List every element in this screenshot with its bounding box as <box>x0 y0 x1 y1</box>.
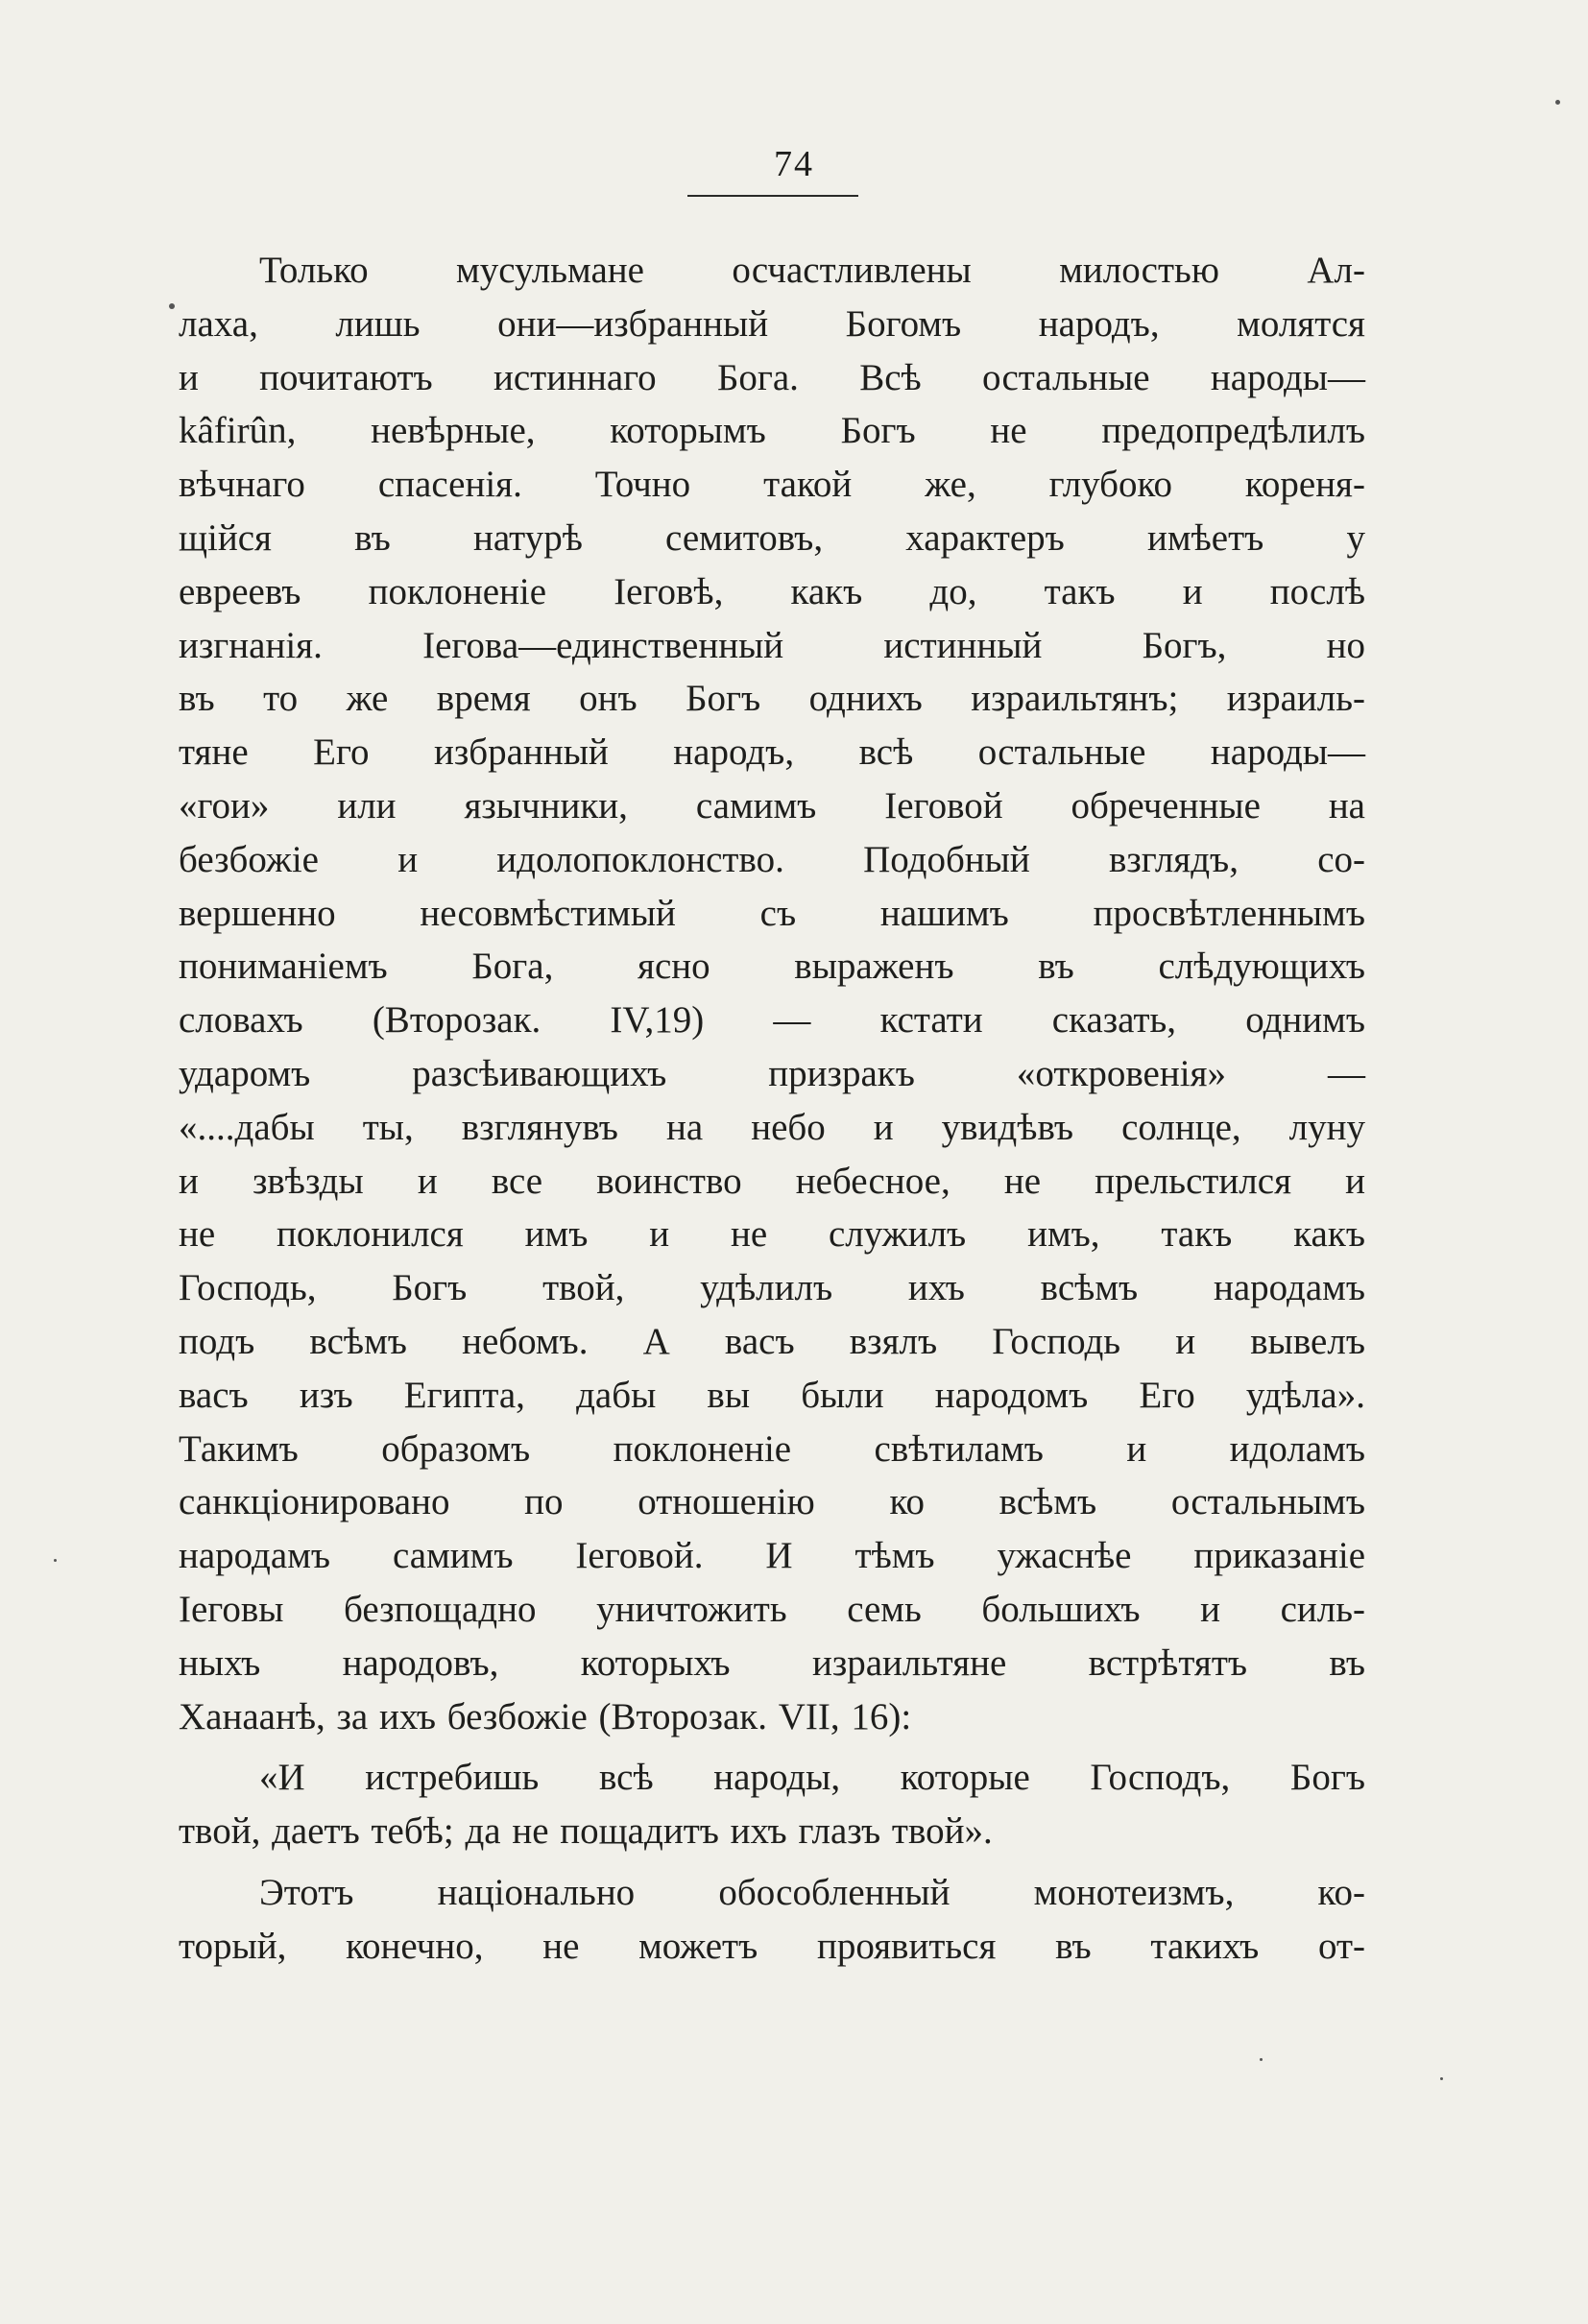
text-line: не поклонился имъ и не служилъ имъ, такъ какъ <box>179 1213 1365 1256</box>
text-line: щійся въ натурѣ семитовъ, характеръ имѣетъ у <box>179 516 1365 559</box>
paper-speck <box>169 303 175 309</box>
text-line: Господь, Богъ твой, удѣлилъ ихъ всѣмъ народамъ <box>179 1267 1365 1309</box>
text-line: вѣчнаго спасенія. Точно такой же, глубоко кореня- <box>179 464 1365 506</box>
text-line: санкціонировано по отношенію ко всѣмъ остальнымъ <box>179 1481 1365 1523</box>
text-line: изгнанія. Іегова—единственный истинный Богъ, но <box>179 624 1365 666</box>
text-line: евреевъ поклоненіе Іеговѣ, какъ до, такъ и послѣ <box>179 570 1365 612</box>
text-line: словахъ (Второзак. IV,19) — кстати сказать, однимъ <box>179 999 1365 1042</box>
text-line: и почитаютъ истиннаго Бога. Всѣ остальные народы— <box>179 356 1365 398</box>
text-line: ударомъ разсѣивающихъ призракъ «откровенія» — <box>179 1052 1365 1094</box>
paper-speck <box>54 1559 57 1562</box>
text-line: народамъ самимъ Іеговой. И тѣмъ ужаснѣе приказаніе <box>179 1535 1365 1577</box>
text-line: ныхъ народовъ, которыхъ израильтяне встрѣтятъ въ <box>179 1641 1365 1684</box>
text-line: торый, конечно, не можетъ проявиться въ такихъ от- <box>179 1925 1365 1967</box>
text-line: васъ изъ Египта, дабы вы были народомъ Его удѣла». <box>179 1374 1365 1416</box>
text-line: безбожіе и идолопоклонство. Подобный взглядъ, со- <box>179 838 1365 880</box>
text-line: лаха, лишь они—избранный Богомъ народъ, молятся <box>179 302 1365 345</box>
header-rule <box>687 195 858 197</box>
body-text <box>179 244 1365 1974</box>
text-line: твой, даетъ тебѣ; да не пощадитъ ихъ глазъ твой». <box>179 1810 993 1853</box>
paper-speck <box>1260 2058 1263 2061</box>
text-line: въ то же время онъ Богъ однихъ израильтянъ; израиль- <box>179 678 1365 720</box>
text-line: Такимъ образомъ поклоненіе свѣтиламъ и идоламъ <box>179 1427 1365 1470</box>
text-line: Іеговы безпощадно уничтожить семь большихъ и силь- <box>179 1588 1365 1630</box>
text-line: подъ всѣмъ небомъ. А васъ взялъ Господь и вывелъ <box>179 1320 1365 1362</box>
text-line: kâfirûn, невѣрные, которымъ Богъ не предопредѣлилъ <box>179 410 1365 452</box>
paper-speck <box>1440 2077 1443 2080</box>
text-line: Только мусульмане осчастливлены милостью Ал- <box>259 250 1365 291</box>
text-line: и звѣзды и все воинство небесное, не прельстился и <box>179 1160 1365 1202</box>
paper-speck <box>1555 100 1560 105</box>
text-line: вершенно несовмѣстимый съ нашимъ просвѣтленнымъ <box>179 892 1365 934</box>
text-line: тяне Его избранный народъ, всѣ остальные народы— <box>179 731 1365 774</box>
text-line: Ханаанѣ, за ихъ безбожіе (Второзак. VII, 16): <box>179 1695 912 1737</box>
page-number: 74 <box>774 144 814 184</box>
text-line: Этотъ національно обособленный монотеизмъ, ко- <box>259 1871 1365 1913</box>
text-line: пониманіемъ Бога, ясно выраженъ въ слѣдующихъ <box>179 946 1365 988</box>
text-line: «....дабы ты, взглянувъ на небо и увидѣвъ солнце, луну <box>179 1106 1365 1148</box>
text-line: «И истребишь всѣ народы, которые Господъ, Богъ <box>259 1757 1365 1799</box>
text-line: «гои» или язычники, самимъ Іеговой обреченные на <box>179 784 1365 827</box>
